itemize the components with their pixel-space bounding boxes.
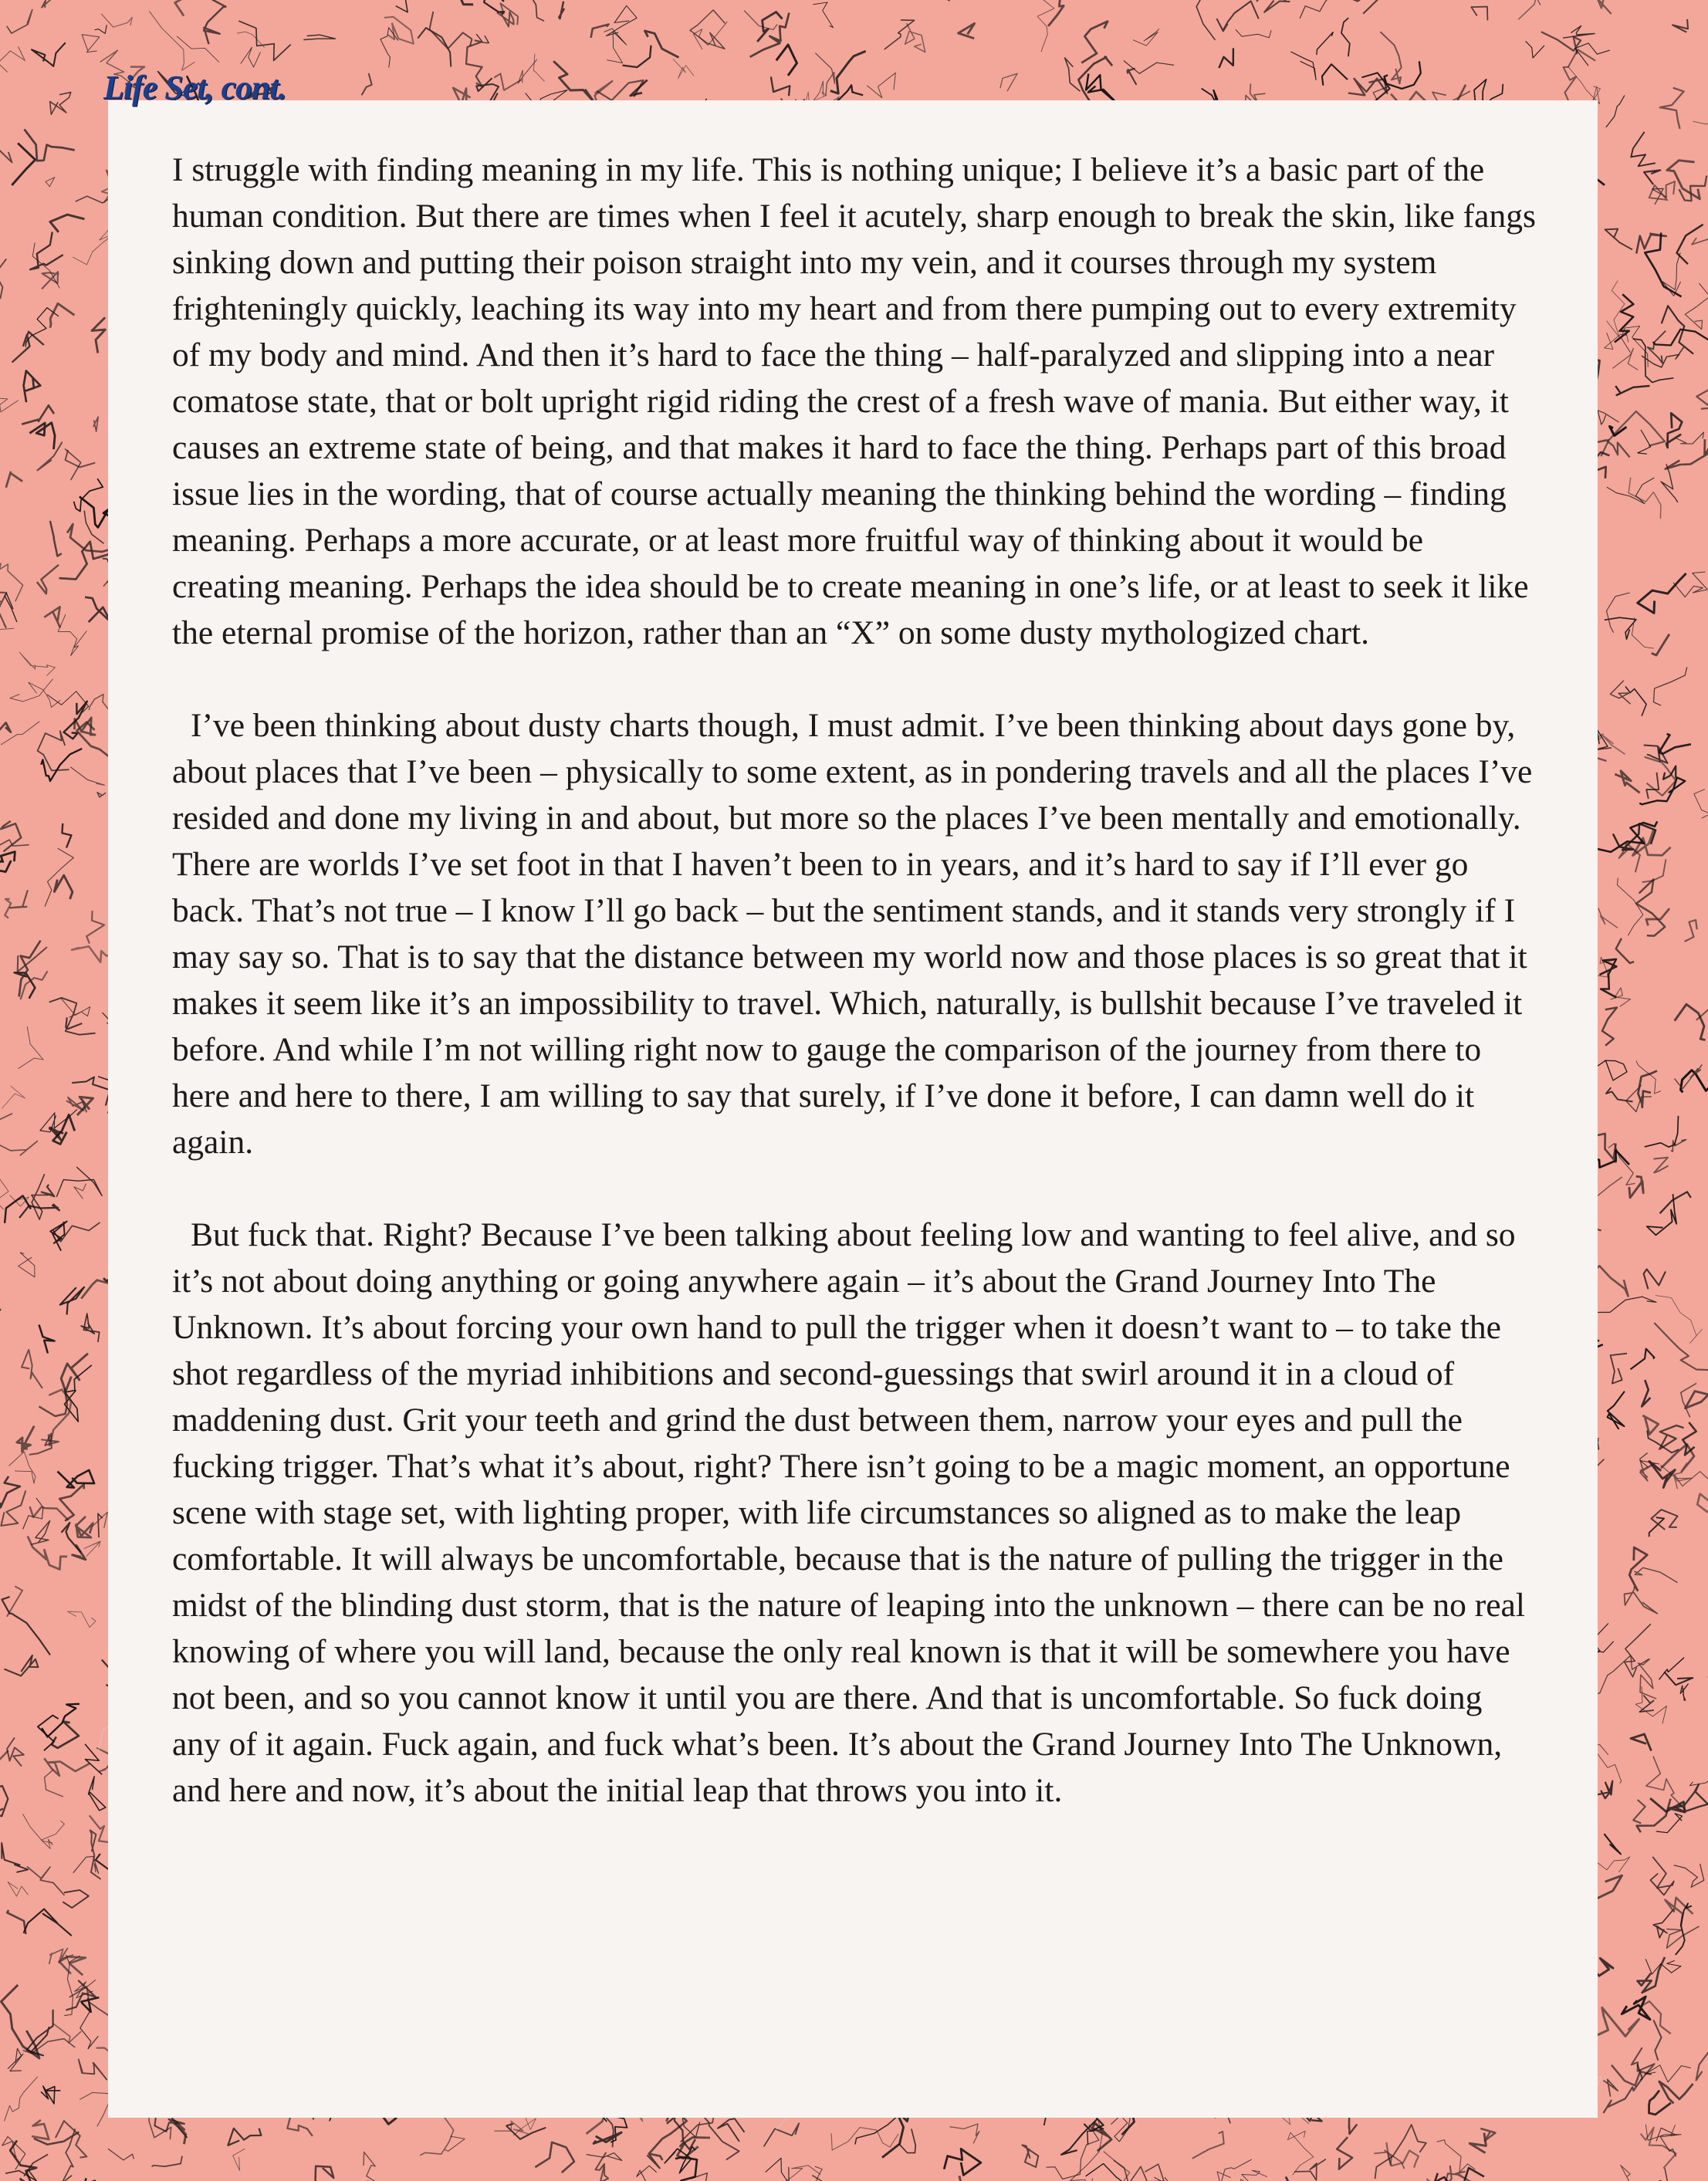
- paragraph-1: I struggle with finding meaning in my life. This is nothing unique; I believe it’s a basic part of the human condition. But there are times when I feel it acutely, sharp enough to break the skin, like fangs sinking down and putting their poison straight into my vein, and it courses through my system frighteningly quickly, leaching its way into my heart and from there pumping out to every extremity of my body and mind. And then it’s hard to face the thing – half-paralyzed and slipping into a near comatose state, that or bolt upright rigid riding the crest of a fresh wave of mania. But either way, it causes an extreme state of being, and that makes it hard to face the thing. Perhaps part of this broad issue lies in the wording, that of course actually meaning the thinking behind the wording – finding meaning. Perhaps a more accurate, or at least more fruitful way of thinking about it would be creating meaning. Perhaps the idea should be to create meaning in one’s life, or at least to seek it like the eternal promise of the horizon, rather than an “X” on some dusty mythologized chart.: [172, 151, 1536, 651]
- paragraph-3: But fuck that. Right? Because I’ve been talking about feeling low and wanting to feel alive, and so it’s not about doing anything or going anywhere again – it’s about the Grand Journey Into The Unknown. It’s about forcing your own hand to pull the trigger when it doesn’t want to – to take the shot regardless of the myriad inhibitions and second-guessings that swirl around it in a cloud of maddening dust. Grit your teeth and grind the dust between them, narrow your eyes and pull the fucking trigger. That’s what it’s about, right? There isn’t going to be a magic moment, an opportune scene with stage set, with lighting proper, with life circumstances so aligned as to make the leap comfortable. It will always be uncomfortable, because that is the nature of pulling the trigger in the midst of the blinding dust storm, that is the nature of leaping into the unknown – there can be no real knowing of where you will land, because the only real known is that it will be somewhere you have not been, and so you cannot know it until you are there. And that is uncomfortable. So fuck doing any of it again. Fuck again, and fuck what’s been. It’s about the Grand Journey Into The Unknown, and here and now, it’s about the initial leap that throws you into it.: [172, 1216, 1525, 1809]
- page-header: Life Set, cont.: [103, 69, 286, 107]
- text-panel: [108, 100, 1598, 2118]
- paragraph-2: I’ve been thinking about dusty charts though, I must admit. I’ve been thinking about days gone by, about places that I’ve been – physically to some extent, as in pondering travels and all the places I’ve resided and done my living in and about, but more so the places I’ve been mentally and emotionally. There are worlds I’ve set foot in that I haven’t been to in years, and it’s hard to say if I’ll ever go back. That’s not true – I know I’ll go back – but the sentiment stands, and it stands very strongly if I may say so. That is to say that the distance between my world now and those places is so great that it makes it seem like it’s an impossibility to travel. Which, naturally, is bullshit because I’ve traveled it before. And while I’m not willing right now to gauge the comparison of the journey from there to here and here to there, I am willing to say that surely, if I’ve done it before, I can damn well do it again.: [172, 707, 1533, 1161]
